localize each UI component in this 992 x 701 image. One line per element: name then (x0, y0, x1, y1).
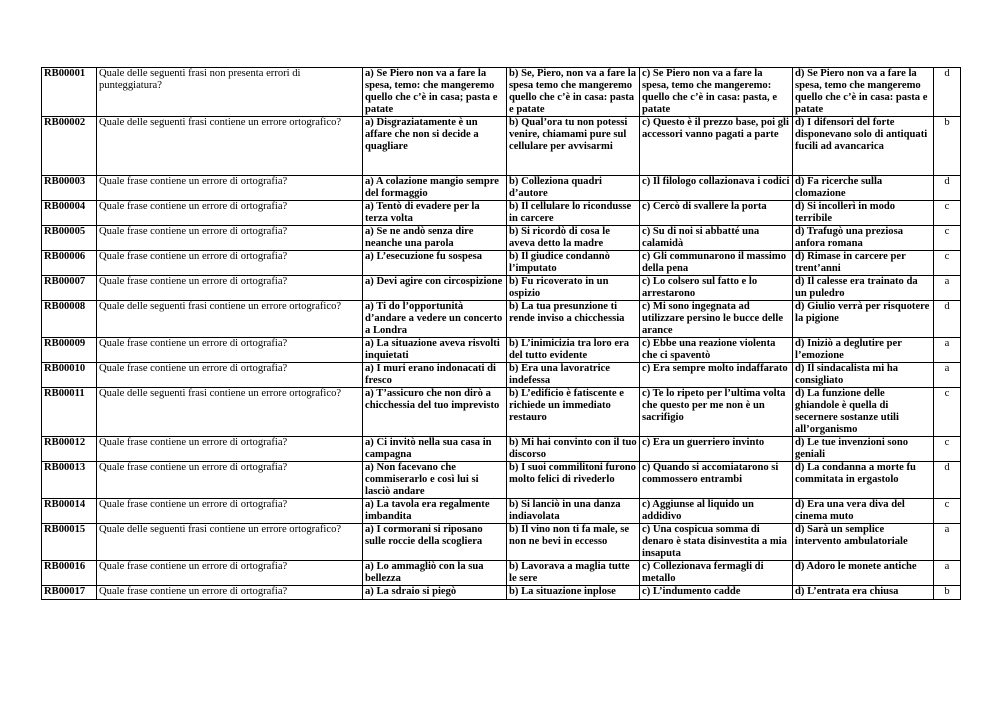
answer-b: b) Se, Piero, non va a fare la spesa temo che mangeremo quello che c’è in casa: pasta e patate (507, 68, 640, 117)
question-text: Quale frase contiene un errore di ortografia? (97, 363, 363, 388)
answer-c: c) Era sempre molto indaffarato (640, 363, 793, 388)
answer-key: b (934, 586, 961, 600)
answer-b: b) La situazione inplose (507, 586, 640, 600)
answer-key: a (934, 276, 961, 301)
answer-d: d) Il sindacalista mi ha consigliato (793, 363, 934, 388)
answer-b: b) Mi hai convinto con il tuo discorso (507, 437, 640, 462)
answer-b: b) Il giudice condannò l’imputato (507, 251, 640, 276)
question-text: Quale frase contiene un errore di ortografia? (97, 462, 363, 499)
answer-c: c) Il filologo collazionava i codici (640, 176, 793, 201)
answer-d: d) La condanna a morte fu commitata in ergastolo (793, 462, 934, 499)
question-text: Quale frase contiene un errore di ortografia? (97, 437, 363, 462)
answer-a: a) Devi agire con circospizione (363, 276, 507, 301)
answer-b: b) I suoi commilitoni furono molto felici di rivederlo (507, 462, 640, 499)
answer-b: b) Si ricordò di cosa le aveva detto la madre (507, 226, 640, 251)
question-text: Quale delle seguenti frasi contiene un errore ortografico? (97, 117, 363, 176)
answer-a: a) Ci invitò nella sua casa in campagna (363, 437, 507, 462)
answer-key: c (934, 226, 961, 251)
question-code: RB00007 (42, 276, 97, 301)
answer-a: a) L’esecuzione fu sospesa (363, 251, 507, 276)
answer-b: b) Fu ricoverato in un ospizio (507, 276, 640, 301)
table-row (42, 301, 961, 338)
answer-b: b) Qual’ora tu non potessi venire, chiamami pure sul cellulare per avvisarmi (507, 117, 640, 176)
answer-a: a) I muri erano indonacati di fresco (363, 363, 507, 388)
table-row (42, 117, 961, 176)
question-text: Quale frase contiene un errore di ortografia? (97, 276, 363, 301)
answer-key: a (934, 524, 961, 561)
question-code: RB00012 (42, 437, 97, 462)
answer-d: d) La funzione delle ghiandole è quella di secernere sostanze utili all’organismo (793, 388, 934, 437)
answer-a: a) Se Piero non va a fare la spesa, temo: che mangeremo quello che c’è in casa; pasta e patate (363, 68, 507, 117)
answer-b: b) Si lanciò in una danza indiavolata (507, 499, 640, 524)
table-row (42, 524, 961, 561)
question-text: Quale delle seguenti frasi contiene un errore ortografico? (97, 301, 363, 338)
answer-a: a) Lo ammagliò con la sua bellezza (363, 561, 507, 586)
question-code: RB00001 (42, 68, 97, 117)
question-code: RB00015 (42, 524, 97, 561)
answer-b: b) Il cellulare lo ricondusse in carcere (507, 201, 640, 226)
answer-key: c (934, 499, 961, 524)
answer-d: d) Le tue invenzioni sono geniali (793, 437, 934, 462)
answer-key: c (934, 437, 961, 462)
question-text: Quale frase contiene un errore di ortografia? (97, 201, 363, 226)
answer-d: d) Se Piero non va a fare la spesa, temo che mangeremo quello che c’è in casa: pasta e patate (793, 68, 934, 117)
answer-a: a) Ti do l’opportunità d’andare a vedere un concerto a Londra (363, 301, 507, 338)
table-row (42, 437, 961, 462)
answer-d: d) Si incollerì in modo terribile (793, 201, 934, 226)
question-text: Quale frase contiene un errore di ortografia? (97, 338, 363, 363)
answer-a: a) La sdraio si piegò (363, 586, 507, 600)
answer-d: d) Adoro le monete antiche (793, 561, 934, 586)
answer-c: c) L’indumento cadde (640, 586, 793, 600)
table-row (42, 251, 961, 276)
question-text: Quale frase contiene un errore di ortografia? (97, 176, 363, 201)
answer-d: d) Iniziò a deglutire per l’emozione (793, 338, 934, 363)
question-text: Quale frase contiene un errore di ortografia? (97, 499, 363, 524)
question-code: RB00005 (42, 226, 97, 251)
answer-c: c) Quando si accomiatarono si commossero entrambi (640, 462, 793, 499)
quiz-sheet (41, 67, 961, 600)
question-code: RB00011 (42, 388, 97, 437)
answer-c: c) Era un guerriero invinto (640, 437, 793, 462)
table-row (42, 276, 961, 301)
question-text: Quale frase contiene un errore di ortografia? (97, 561, 363, 586)
question-code: RB00002 (42, 117, 97, 176)
answer-key: d (934, 68, 961, 117)
answer-a: a) La situazione aveva risvolti inquietati (363, 338, 507, 363)
table-row (42, 388, 961, 437)
answer-d: d) Era una vera diva del cinema muto (793, 499, 934, 524)
quiz-table (41, 67, 961, 600)
answer-d: d) L’entrata era chiusa (793, 586, 934, 600)
answer-b: b) Lavorava a maglia tutte le sere (507, 561, 640, 586)
question-code: RB00017 (42, 586, 97, 600)
answer-c: c) Mi sono ingegnata ad utilizzare persino le bucce delle arance (640, 301, 793, 338)
answer-key: a (934, 338, 961, 363)
answer-a: a) Se ne andò senza dire neanche una parola (363, 226, 507, 251)
answer-c: c) Cercò di svallere la porta (640, 201, 793, 226)
question-text: Quale delle seguenti frasi non presenta errori di punteggiatura? (97, 68, 363, 117)
question-code: RB00010 (42, 363, 97, 388)
answer-c: c) Una cospicua somma di denaro è stata disinvestita a mia insaputa (640, 524, 793, 561)
table-row (42, 226, 961, 251)
question-code: RB00013 (42, 462, 97, 499)
answer-c: c) Gli communarono il massimo della pena (640, 251, 793, 276)
table-row (42, 499, 961, 524)
table-row (42, 338, 961, 363)
answer-b: b) Era una lavoratrice indefessa (507, 363, 640, 388)
answer-d: d) Il calesse era trainato da un puledro (793, 276, 934, 301)
answer-c: c) Su di noi si abbatté una calamidà (640, 226, 793, 251)
answer-key: d (934, 301, 961, 338)
table-row (42, 363, 961, 388)
question-code: RB00016 (42, 561, 97, 586)
answer-key: c (934, 201, 961, 226)
answer-key: a (934, 561, 961, 586)
answer-d: d) Rimase in carcere per trent’anni (793, 251, 934, 276)
table-row (42, 201, 961, 226)
question-text: Quale frase contiene un errore di ortografia? (97, 586, 363, 600)
answer-b: b) Il vino non ti fa male, se non ne bevi in eccesso (507, 524, 640, 561)
answer-c: c) Ebbe una reazione violenta che ci spaventò (640, 338, 793, 363)
table-row (42, 68, 961, 117)
answer-a: a) Non facevano che commiserarlo e così lui si lasciò andare (363, 462, 507, 499)
answer-d: d) Giulio verrà per risquotere la pigione (793, 301, 934, 338)
answer-c: c) Questo è il prezzo base, poi gli accessori vanno pagati a parte (640, 117, 793, 176)
answer-b: b) L’edificio è fatiscente e richiede un immediato restauro (507, 388, 640, 437)
answer-b: b) L’inimicizia tra loro era del tutto evidente (507, 338, 640, 363)
table-row (42, 462, 961, 499)
answer-key: b (934, 117, 961, 176)
answer-b: b) La tua presunzione ti rende inviso a chicchessia (507, 301, 640, 338)
table-row (42, 176, 961, 201)
question-code: RB00014 (42, 499, 97, 524)
question-text: Quale frase contiene un errore di ortografia? (97, 251, 363, 276)
question-code: RB00008 (42, 301, 97, 338)
answer-c: c) Te lo ripeto per l’ultima volta che questo per me non è un sacrifigio (640, 388, 793, 437)
answer-key: d (934, 176, 961, 201)
answer-a: a) A colazione mangio sempre del formaggio (363, 176, 507, 201)
table-row (42, 586, 961, 600)
answer-a: a) T’assicuro che non dirò a chicchessia del tuo imprevisto (363, 388, 507, 437)
question-code: RB00004 (42, 201, 97, 226)
answer-c: c) Lo colsero sul fatto e lo arrestarono (640, 276, 793, 301)
table-row (42, 561, 961, 586)
answer-d: d) Sarà un semplice intervento ambulatoriale (793, 524, 934, 561)
answer-d: d) Fa ricerche sulla clomazione (793, 176, 934, 201)
answer-c: c) Collezionava fermagli di metallo (640, 561, 793, 586)
answer-key: c (934, 251, 961, 276)
answer-d: d) Trafugò una preziosa anfora romana (793, 226, 934, 251)
answer-a: a) Tentò di evadere per la terza volta (363, 201, 507, 226)
answer-key: d (934, 462, 961, 499)
question-code: RB00009 (42, 338, 97, 363)
answer-c: c) Se Piero non va a fare la spesa, temo che mangeremo: quello che c’è in casa: pasta, e patate (640, 68, 793, 117)
question-code: RB00003 (42, 176, 97, 201)
question-text: Quale delle seguenti frasi contiene un errore ortografico? (97, 524, 363, 561)
answer-a: a) La tavola era regalmente imbandita (363, 499, 507, 524)
answer-d: d) I difensori del forte disponevano solo di antiquati fucili ad avancarica (793, 117, 934, 176)
question-text: Quale frase contiene un errore di ortografia? (97, 226, 363, 251)
answer-a: a) I cormorani si riposano sulle roccie della scogliera (363, 524, 507, 561)
question-code: RB00006 (42, 251, 97, 276)
answer-b: b) Colleziona quadri d’autore (507, 176, 640, 201)
question-text: Quale delle seguenti frasi contiene un errore ortografico? (97, 388, 363, 437)
answer-key: c (934, 388, 961, 437)
answer-c: c) Aggiunse al liquido un addidivo (640, 499, 793, 524)
answer-a: a) Disgraziatamente è un affare che non si decide a quagliare (363, 117, 507, 176)
answer-key: a (934, 363, 961, 388)
